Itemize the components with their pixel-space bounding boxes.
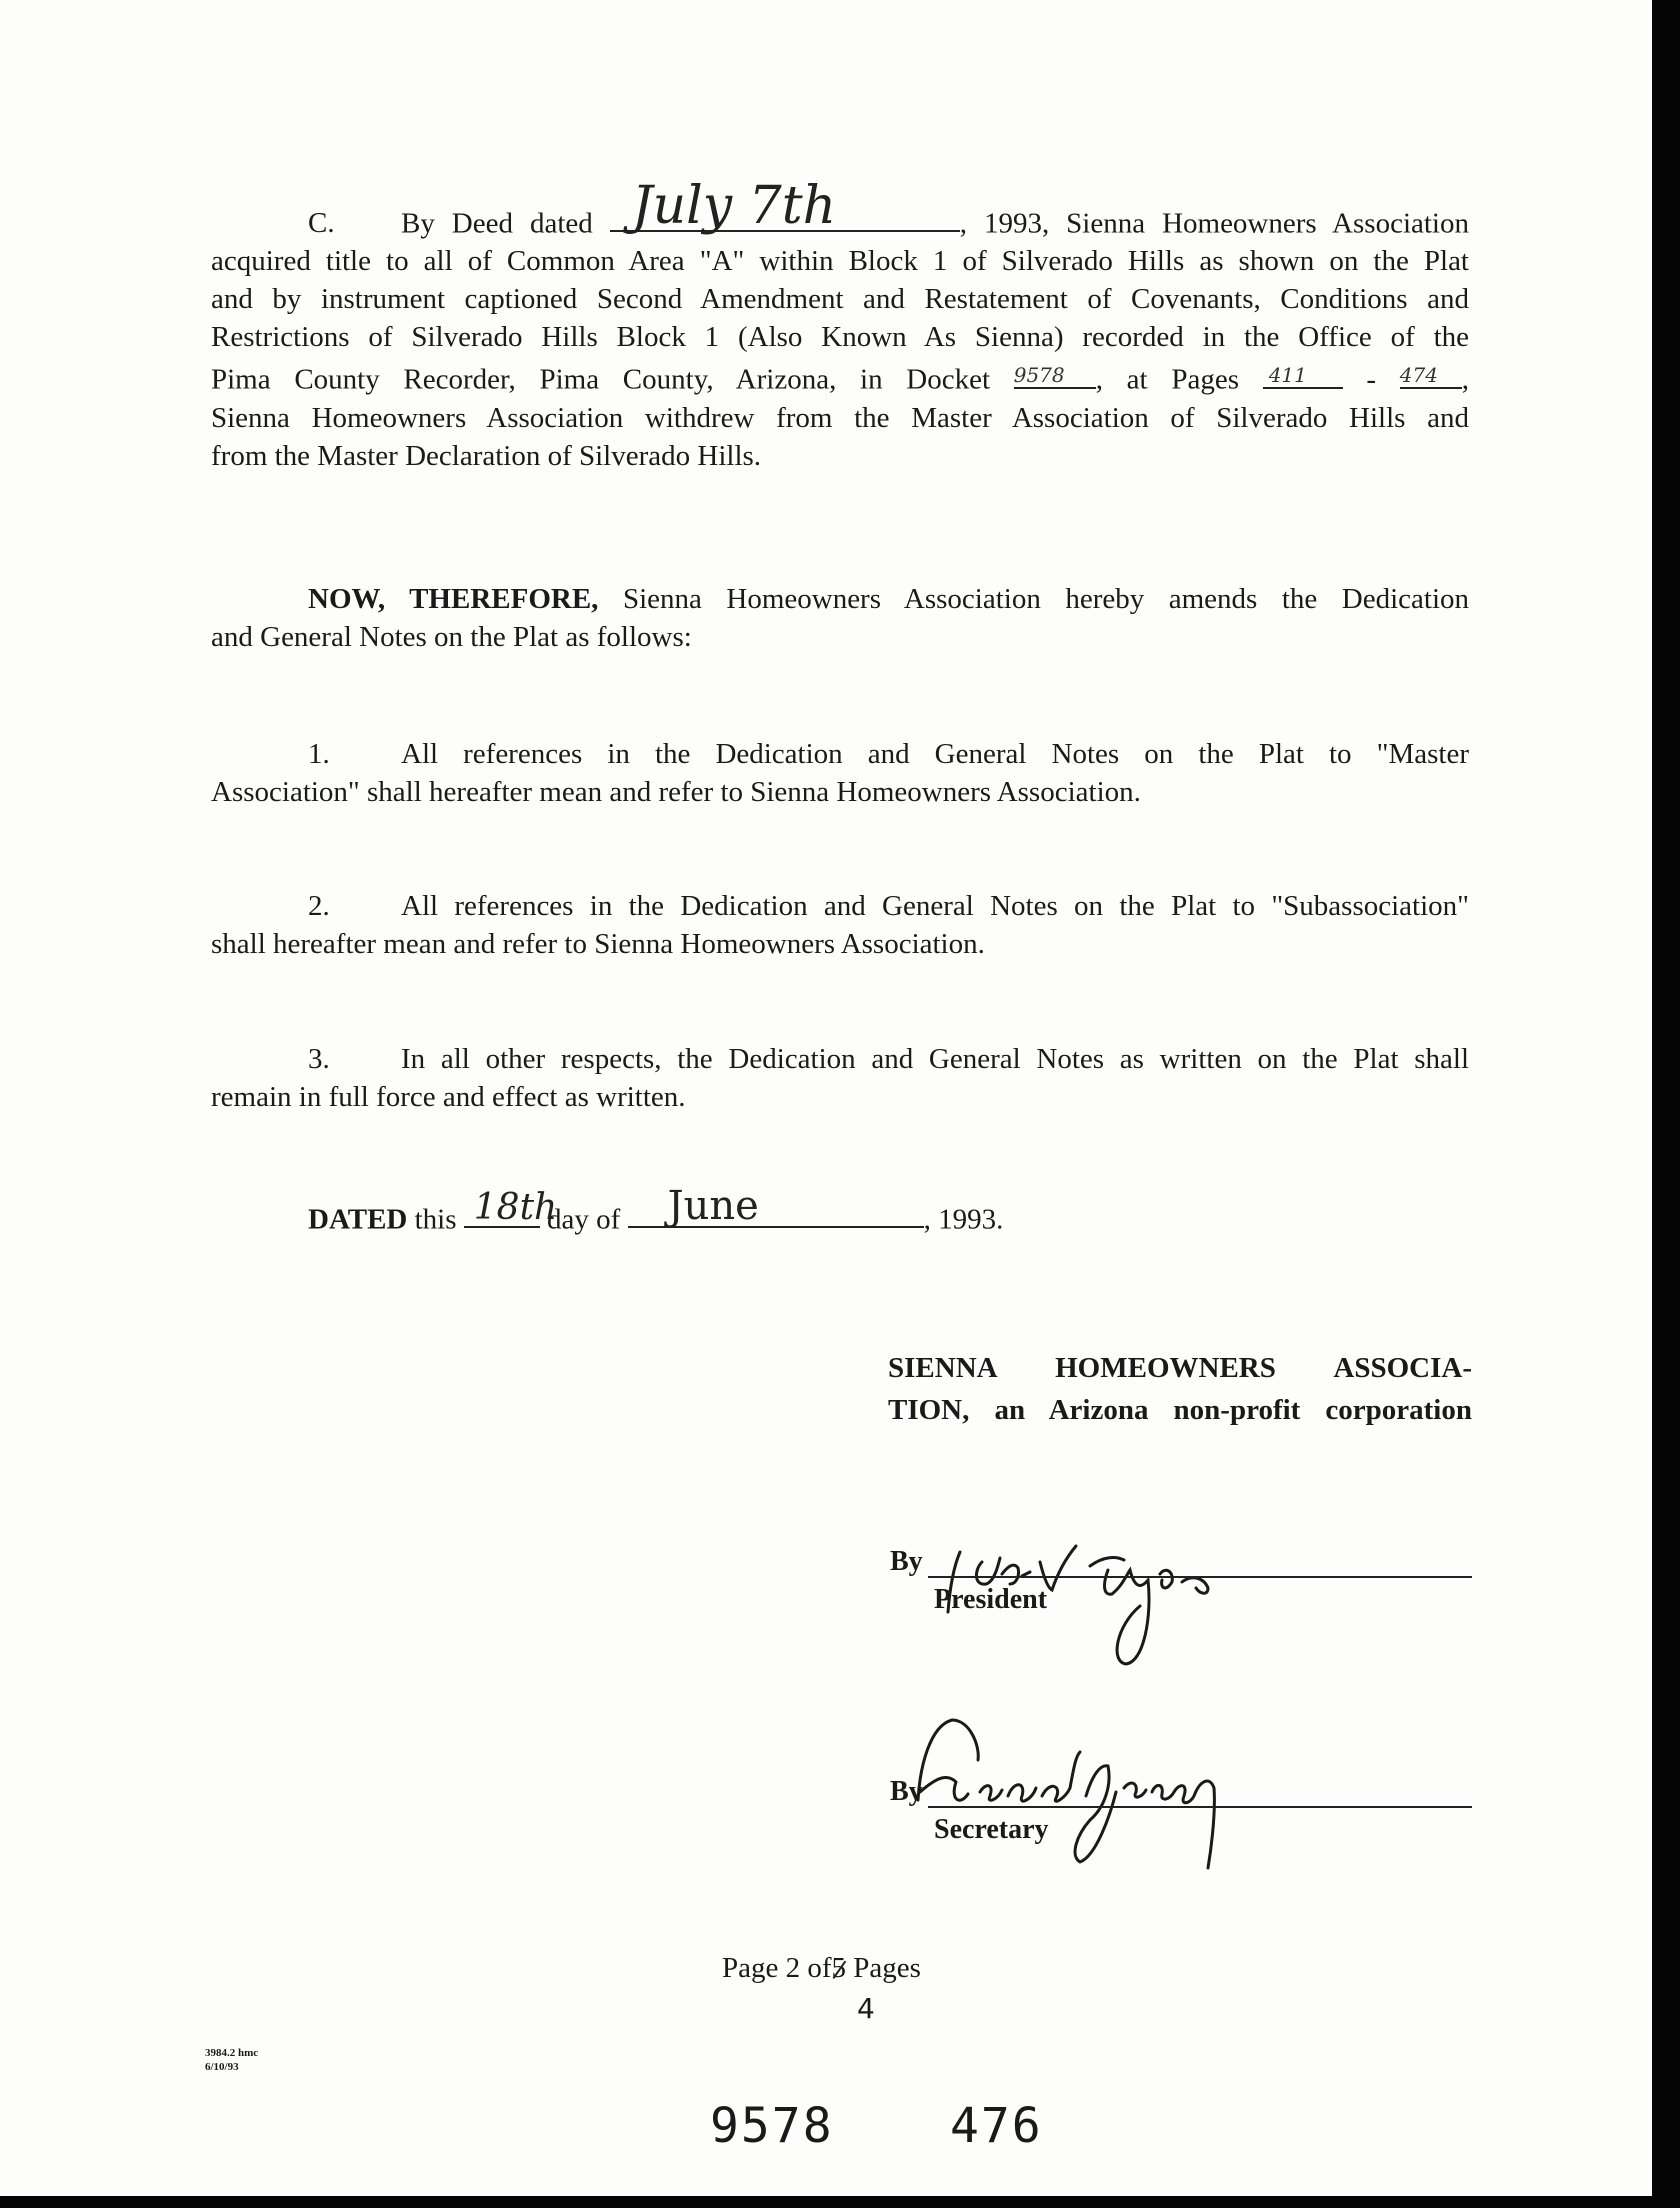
item-3-line-2: remain in full force and effect as written.: [211, 1081, 686, 1113]
item-3-number: 3.: [308, 1043, 330, 1075]
docket-blank: [1014, 356, 1096, 388]
president-title: President: [934, 1584, 1048, 1615]
month-handwritten: June: [667, 1183, 759, 1230]
page-stamp: 476: [950, 2098, 1043, 2154]
page-number: [722, 1952, 921, 2025]
page-number-corrected: 4: [857, 1992, 875, 2025]
paragraph-c: [211, 176, 1470, 475]
page-from-blank: [1263, 356, 1343, 388]
file-code-id: 3984.2 hmc: [205, 2047, 259, 2059]
paragraph-c-line-6: Sienna Homeowners Association withdrew from the Master Association of Silverado Hills and: [211, 401, 1469, 434]
page-number-struck: 5: [831, 1952, 847, 1984]
deed-date-handwritten: July 7th: [631, 176, 837, 237]
file-code: [205, 2046, 258, 2074]
secretary-signature: [890, 1696, 1472, 1896]
file-code-date: 6/10/93: [205, 2061, 239, 2073]
now-therefore-line-2: and General Notes on the Plat as follows:: [211, 621, 692, 653]
now-therefore-paragraph: [211, 580, 1469, 656]
item-1-line-1: 1. All references in the Dedication and General Notes on the Plat to "Master: [211, 735, 1469, 773]
item-1-number: 1.: [308, 738, 330, 770]
page-to-blank: [1400, 356, 1462, 388]
now-therefore-heading: NOW, THEREFORE,: [308, 583, 599, 615]
page-to-handwritten: 474: [1399, 362, 1438, 387]
item-2: [211, 887, 1469, 963]
association-block: [888, 1347, 1472, 1431]
secretary-signature-block: [890, 1776, 1472, 1856]
secretary-signature-line: [928, 1806, 1472, 1808]
docket-handwritten: 9578: [1013, 362, 1065, 387]
month-blank: [628, 1183, 924, 1230]
page-number-prefix: Page 2 of: [722, 1952, 832, 1984]
item-2-number: 2.: [308, 890, 330, 922]
now-therefore-line-1: NOW, THEREFORE, Sienna Homeowners Association hereby amends the Dedication: [308, 583, 1470, 615]
scan-border-bottom: [0, 2196, 1680, 2208]
item-2-line-2: shall hereafter mean and refer to Sienna Homeowners Association.: [211, 928, 985, 960]
deed-date-blank: [610, 176, 960, 237]
page-number-suffix: Pages: [853, 1952, 921, 1984]
paragraph-c-line-1: C. By Deed dated July 7th , 1993, Sienna Homeowners Association: [211, 200, 1469, 242]
scan-border-right: [1652, 0, 1680, 2208]
president-by-label: By: [890, 1546, 923, 1577]
item-1: [211, 735, 1469, 811]
day-handwritten: 18th: [473, 1187, 558, 1229]
paragraph-c-line-4: Restrictions of Silverado Hills Block 1 (Also Known As Sienna) recorded in the Office of the: [211, 321, 1469, 354]
president-signature-block: [890, 1546, 1472, 1626]
item-3-line-1: 3. In all other respects, the Dedication and General Notes as written on the Plat shall: [211, 1040, 1469, 1078]
paragraph-c-line-7: from the Master Declaration of Silverado Hills.: [211, 439, 762, 472]
day-blank: [464, 1187, 558, 1229]
item-2-line-1: 2. All references in the Dedication and General Notes on the Plat to "Subassociation": [211, 887, 1469, 925]
paragraph-c-line-5: Pima County Recorder, Pima County, Arizona, in Docket 9578 , at Pages 411 - 474 ,: [211, 356, 1469, 398]
president-signature: [890, 1466, 1472, 1666]
docket-stamp: 9578: [710, 2098, 834, 2154]
dated-label: DATED: [308, 1203, 408, 1236]
paragraph-c-line-2: acquired title to all of Common Area "A" within Block 1 of Silverado Hills as shown on the Plat: [211, 245, 1469, 278]
secretary-by-label: By: [890, 1776, 923, 1807]
association-line-2: TION, an Arizona non-profit corporation: [888, 1394, 1472, 1426]
dated-line: DATED this 18th day of June , 1993.: [308, 1183, 1004, 1236]
item-1-line-2: Association" shall hereafter mean and refer to Sienna Homeowners Association.: [211, 776, 1141, 808]
association-line-1: SIENNA HOMEOWNERS ASSOCIA-: [888, 1352, 1472, 1384]
item-3: [211, 1040, 1469, 1116]
secretary-title: Secretary: [934, 1814, 1049, 1845]
paragraph-c-line-3: and by instrument captioned Second Amendment and Restatement of Covenants, Conditions and: [211, 283, 1469, 316]
paragraph-c-label: C.: [308, 207, 335, 240]
page-from-handwritten: 411: [1268, 362, 1307, 387]
president-signature-line: [928, 1576, 1472, 1578]
